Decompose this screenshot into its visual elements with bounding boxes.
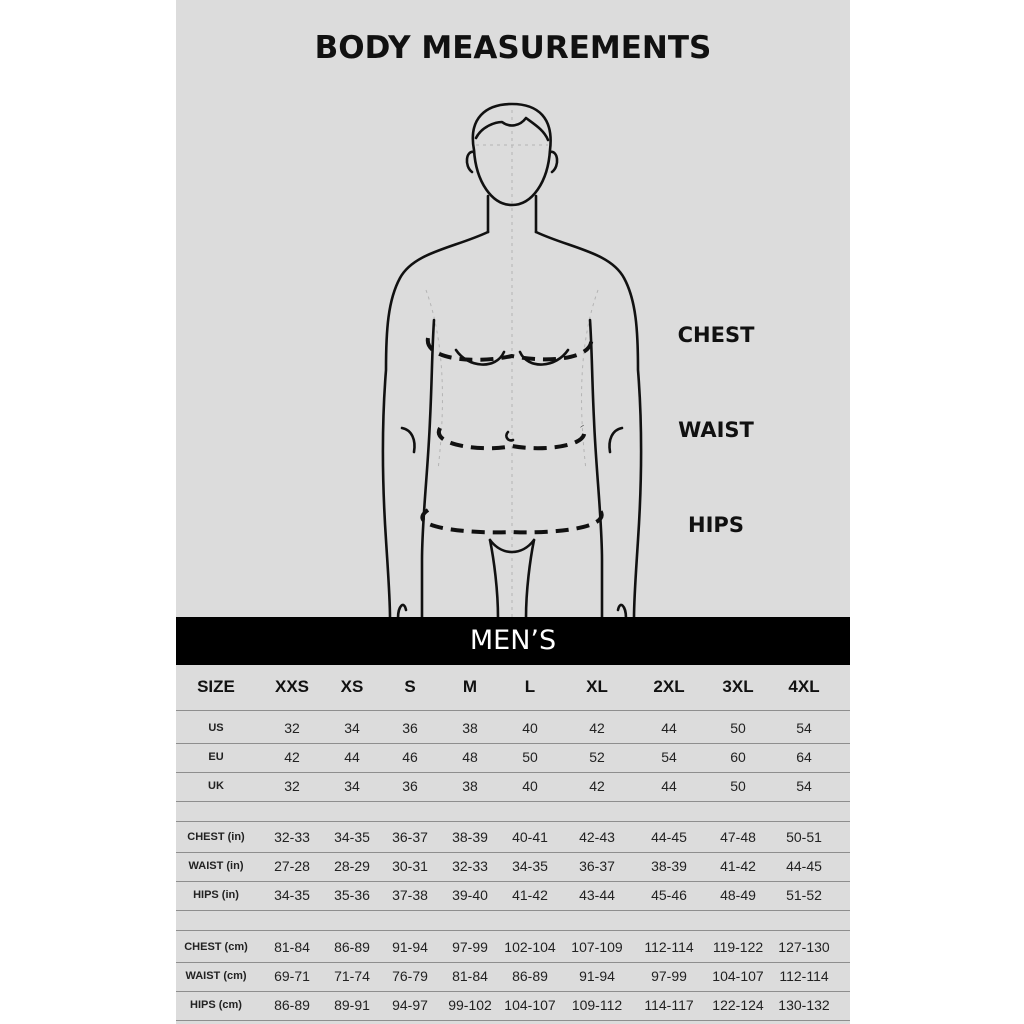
table-cell: 32 — [284, 719, 300, 736]
table-cell: 43-44 — [579, 887, 615, 904]
table-cell: 34 — [344, 778, 360, 795]
hips-label: HIPS — [688, 513, 744, 537]
size-column-header: S — [404, 677, 416, 696]
table-cell: 41-42 — [720, 857, 756, 874]
table-cell: 97-99 — [452, 938, 488, 955]
table-cell: 81-84 — [452, 967, 488, 984]
table-cell: 52 — [589, 748, 605, 765]
size-chart-card — [176, 0, 850, 1024]
row-label: UK — [208, 780, 224, 793]
table-cell: 60 — [730, 748, 746, 765]
table-cell: 119-122 — [712, 938, 764, 955]
row-label: WAIST (cm) — [185, 969, 247, 982]
table-cell: 44 — [661, 778, 677, 795]
row-divider — [176, 910, 850, 911]
table-cell: 102-104 — [504, 938, 556, 955]
table-row — [176, 772, 850, 801]
row-divider — [176, 801, 850, 802]
table-cell: 112-114 — [779, 967, 829, 984]
table-cell: 34 — [344, 719, 360, 736]
table-cell: 38-39 — [651, 857, 687, 874]
table-cell: 127-130 — [778, 938, 830, 955]
size-column-header: XL — [586, 677, 608, 696]
table-cell: 32-33 — [452, 857, 488, 874]
table-cell: 97-99 — [651, 967, 687, 984]
table-cell: 71-74 — [334, 967, 370, 984]
row-label: HIPS (in) — [193, 889, 239, 902]
row-divider — [176, 930, 850, 931]
table-cell: 30-31 — [392, 857, 428, 874]
table-cell: 51-52 — [786, 887, 822, 904]
size-column-header: M — [462, 677, 478, 696]
table-cell: 40 — [522, 719, 538, 736]
table-cell: 36-37 — [392, 828, 428, 845]
table-cell: 35-36 — [334, 887, 370, 904]
table-cell: 50 — [730, 778, 746, 795]
table-cell: 86-89 — [512, 967, 548, 984]
chest-label: CHEST — [677, 323, 755, 347]
waist-measure-line — [439, 426, 585, 448]
table-row — [176, 851, 850, 880]
row-label: US — [208, 721, 224, 734]
size-header: SIZE — [197, 677, 235, 696]
size-column-header: L — [524, 677, 536, 696]
table-cell: 45-46 — [651, 887, 687, 904]
table-cell: 99-102 — [448, 997, 492, 1014]
table-cell: 40 — [522, 778, 538, 795]
table-row — [176, 932, 850, 961]
page-title: BODY MEASUREMENTS — [314, 30, 712, 66]
table-cell: 86-89 — [334, 938, 370, 955]
table-cell: 91-94 — [579, 967, 615, 984]
table-cell: 41-42 — [512, 887, 548, 904]
table-cell: 104-107 — [504, 997, 556, 1014]
table-cell: 38-39 — [452, 828, 488, 845]
row-divider — [176, 1020, 850, 1021]
table-cell: 42 — [284, 748, 300, 765]
table-cell: 112-114 — [644, 938, 694, 955]
table-cell: 122-124 — [712, 997, 764, 1014]
table-cell: 28-29 — [334, 857, 370, 874]
table-row — [176, 822, 850, 851]
table-cell: 42-43 — [579, 828, 615, 845]
table-cell: 114-117 — [644, 997, 694, 1014]
size-column-header: 3XL — [722, 677, 754, 696]
table-cell: 81-84 — [274, 938, 310, 955]
table-cell: 42 — [589, 778, 605, 795]
table-cell: 50 — [522, 748, 538, 765]
table-cell: 44-45 — [786, 857, 822, 874]
table-row — [176, 961, 850, 990]
table-cell: 36-37 — [579, 857, 615, 874]
table-cell: 44-45 — [651, 828, 687, 845]
table-cell: 37-38 — [392, 887, 428, 904]
chest-measure-line — [428, 334, 592, 360]
row-label: HIPS (cm) — [190, 999, 242, 1012]
table-cell: 34-35 — [512, 857, 548, 874]
table-cell: 36 — [402, 778, 418, 795]
section-banner: MEN’S — [176, 617, 850, 665]
table-cell: 32-33 — [274, 828, 310, 845]
table-cell: 104-107 — [712, 967, 764, 984]
table-cell: 48-49 — [720, 887, 756, 904]
table-cell: 50-51 — [786, 828, 822, 845]
table-cell: 50 — [730, 719, 746, 736]
table-cell: 54 — [796, 778, 812, 795]
table-row — [176, 991, 850, 1020]
table-cell: 40-41 — [512, 828, 548, 845]
table-cell: 54 — [661, 748, 677, 765]
table-cell: 86-89 — [274, 997, 310, 1014]
table-cell: 130-132 — [778, 997, 830, 1014]
table-cell: 27-28 — [274, 857, 310, 874]
table-cell: 91-94 — [392, 938, 428, 955]
guide-lines — [426, 110, 598, 618]
table-cell: 36 — [402, 719, 418, 736]
table-cell: 76-79 — [392, 967, 428, 984]
table-cell: 94-97 — [392, 997, 428, 1014]
table-row — [176, 742, 850, 771]
table-cell: 39-40 — [452, 887, 488, 904]
table-cell: 48 — [462, 748, 478, 765]
table-cell: 44 — [344, 748, 360, 765]
table-row — [176, 881, 850, 910]
table-cell: 46 — [402, 748, 418, 765]
size-column-header: 2XL — [653, 677, 685, 696]
row-divider — [176, 710, 850, 711]
table-cell: 42 — [589, 719, 605, 736]
table-cell: 107-109 — [571, 938, 623, 955]
table-cell: 34-35 — [334, 828, 370, 845]
table-cell: 32 — [284, 778, 300, 795]
table-cell: 109-112 — [571, 997, 623, 1014]
table-header-row — [176, 672, 850, 702]
size-column-header: XS — [340, 677, 364, 696]
row-label: CHEST (in) — [187, 830, 245, 843]
table-cell: 44 — [661, 719, 677, 736]
table-cell: 47-48 — [720, 828, 756, 845]
table-cell: 54 — [796, 719, 812, 736]
table-cell: 89-91 — [334, 997, 370, 1014]
table-cell: 69-71 — [274, 967, 310, 984]
table-cell: 38 — [462, 778, 478, 795]
row-label: CHEST (cm) — [184, 940, 248, 953]
size-column-header: 4XL — [788, 677, 820, 696]
table-row — [176, 713, 850, 742]
row-label: WAIST (in) — [188, 859, 244, 872]
size-column-header: XXS — [274, 677, 310, 696]
table-cell: 38 — [462, 719, 478, 736]
table-cell: 64 — [796, 748, 812, 765]
table-cell: 34-35 — [274, 887, 310, 904]
row-label: EU — [208, 750, 224, 763]
waist-label: WAIST — [678, 418, 754, 442]
